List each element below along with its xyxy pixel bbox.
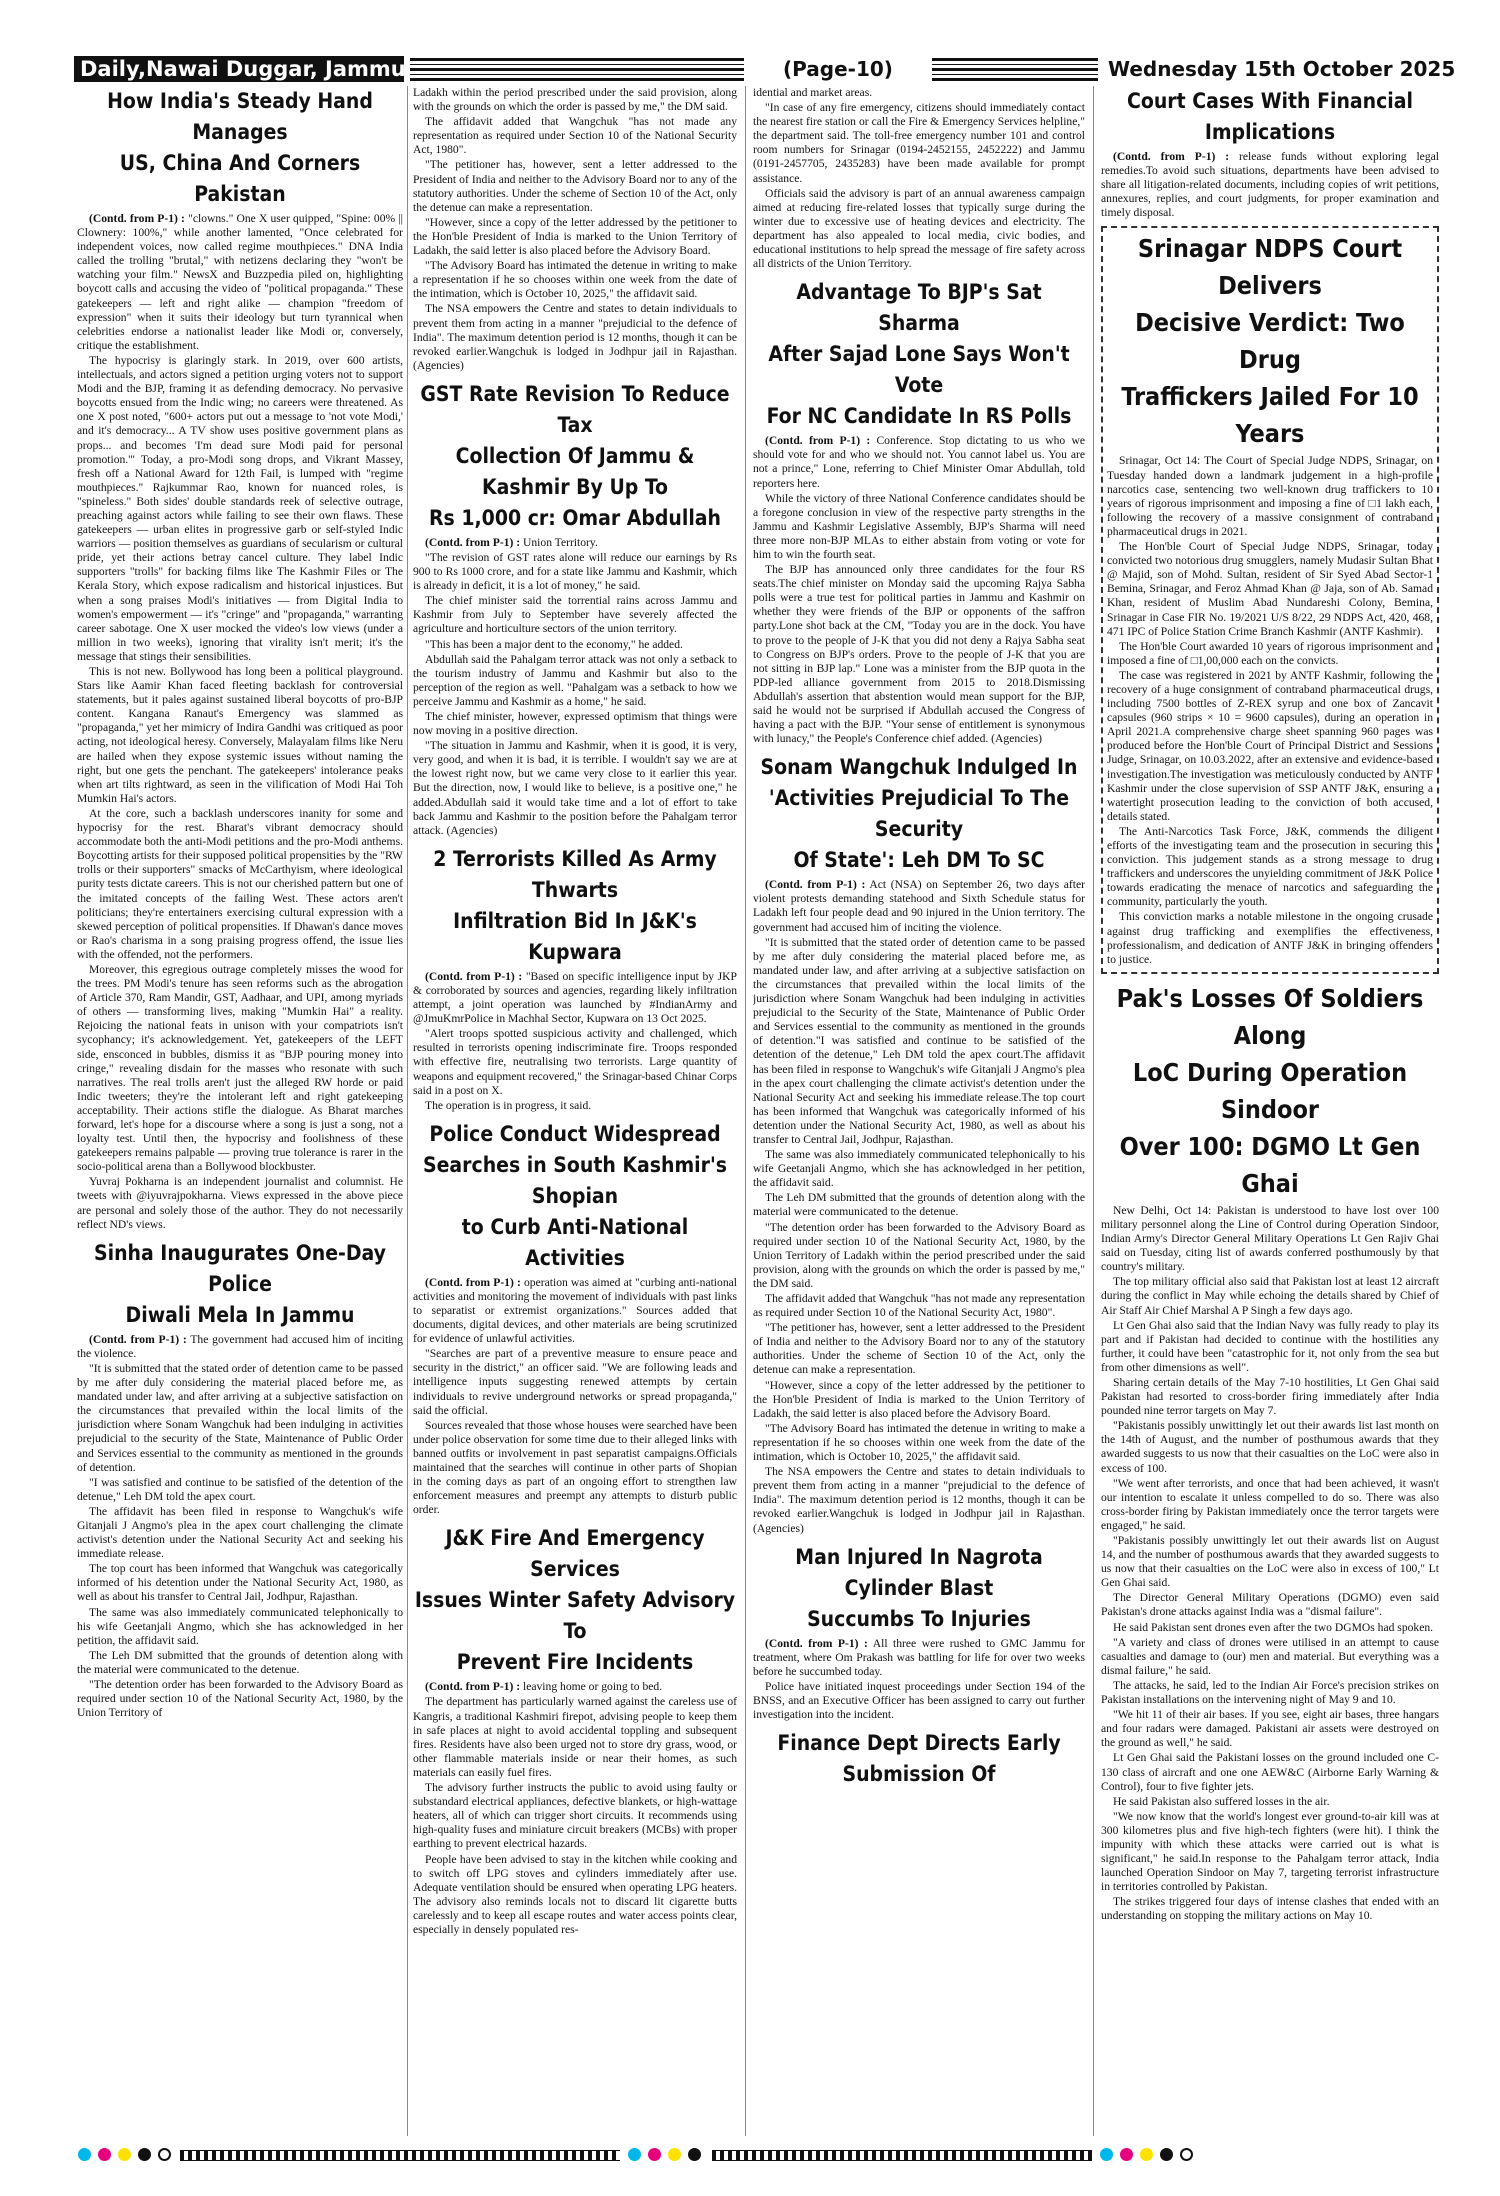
article-sinha-paragraph: "It is submitted that the stated order of detention came to be passed by me after duly considering the material placed before me, as mandated under law, and after arriving at a subjective satisfaction on the circumstances that prevailed within the local limits of the jurisdiction where Sonam Wangchuk had been indulging in activities prejudicial to the security of the State, Maintenance of Public Order and Services essential to the community as mentioned in the grounds of detention. [77, 1361, 403, 1474]
article-leh-paragraph: The NSA empowers the Centre and states to detain individuals to prevent them from acting in a manner "prejudicial to the defence of India". The maximum detention period is 12 months, though it can be revoked earlier.Wangchuk is lodged in Jodhpur jail in Rajasthan. (Agencies) [753, 1465, 1085, 1535]
article-pak-paragraph: He said Pakistan also suffered losses in the air. [1113, 1794, 1330, 1808]
headline-nagrota: Man Injured In Nagrota Cylinder Blast Succumbs To Injuries [795, 1544, 1043, 1631]
boxed-article-ndps [1101, 226, 1439, 973]
article-gst-paragraph: Abdullah said the Pahalgam terror attack was not only a setback to the tourism industry of Jammu and Kashmir but also to the perception of the region as well. "Pahalgam was a setback to how we perceive Jammu and Kashmir as a home," he said. [413, 652, 737, 708]
article-nagrota-paragraph: (Contd. from P-1) : All three were rushed to GMC Jammu for treatment, where Om Prakash was battling for life for over two weeks before he succumbed today. [753, 1636, 1085, 1678]
article-india-paragraph: Yuvraj Pokharna is an independent journalist and columnist. He tweets with @iyuvrajpokharna. Views expressed in the above piece are personal and solely those of the author. They do not necessarily reflect ND's views. [77, 1175, 403, 1231]
article-india-paragraph: At the core, such a backlash underscores inanity for some and hypocrisy for the rest. Bharat's vibrant democracy should accommodate both the anti-Modi petitions and the pro-Modi anthems. Boycotting artists for their supposed political propensities by the "RW trolls or their supporters" smacks of McCarthyism, where ideological purity tests dictate careers. This is not our cherished pattern but one of the imitated concepts of the failing West. These actors aren't politicians; they're entertainers exercising cultural expression with a skewed perception of political propensities. If Dhawan's dance moves or Rao's charisma in a song praising progress offend, the issue lies with the offended, not the performers. [77, 806, 403, 961]
article-gst-paragraph: The chief minister, however, expressed optimism that things were now moving in a positive direction. [413, 710, 737, 738]
white-dot [1180, 2148, 1193, 2161]
article-fire-paragraph: People have been advised to stay in the kitchen while cooking and to switch off LPG stoves and cylinders immediately after use. Adequate ventilation should be ensured when operating LPG heaters. The advisory also reminds locals not to discard lit cigarette butts carelessly and to keep all escape routes and water access points clear, especially in densely populated res- [413, 1852, 737, 1936]
black-dot [138, 2148, 151, 2161]
cyan-dot [628, 2148, 641, 2161]
article-india-paragraph: Moreover, this egregious outrage completely misses the wood for the trees. PM Modi's tenure has seen reforms such as the abrogation of Article 370, Ram Mandir, GST, Aadhaar, and UPI, among myriads of others — transforming lives, making "Mumkin Hai" a reality. Rejoicing the national feats in unison with your compatriots isn't sycophancy; it's acknowledgement. Yet, gatekeepers of the LEFT side, ensconced in bubbles, dismiss it as "BJP pouring money into cringe," revealing disdain for the masses who resonate with such narratives. The real trolls aren't just the alleged RW horde or paid Indic tweeters; they're the intolerant left and right gatekeeping acceptability. Their actions stifle the dialogue. As Bharat marches forward, let's hope for a discourse where a song is just a song, not a loyalty test. Until then, the hypocrisy and foolishness of these gatekeepers remains palpable — proving true tolerance is rarer in the socio-political arena than a Bollywood blockbuster. [77, 962, 403, 1174]
article-pak-paragraph: "Pakistanis possibly unwittingly let out their awards list last month on the 14th of August, and the number of posthumous awards that they awarded suggests to us now that their casualties on the LoC were also in excess of 100. [1101, 1419, 1439, 1475]
article-pak-paragraph: "Pakistanis possibly unwittingly let out their awards list on August 14, and the number of posthumous awards that they awarded suggests to us now that their casualties on the LoC were also in excess of 100," Lt Gen Ghai said. [1101, 1534, 1439, 1590]
column-3 [753, 86, 1085, 2136]
article-ndps-paragraph: The Hon'ble Court of Special Judge NDPS, Srinagar, today convicted two notorious drug smugglers, namely Mudasir Sultan Bhat @ Majid, son of Mohd. Sultan, resident of Sir Syed Abad Sector-1 Bemina, Srinagar, and Feroz Ahmad Khan @ Jaja, son of Ab. Samad Khan, resident of Muslim Abad Nundareshi Colony, Bemina, Srinagar in Case FIR No. 19/2021 U/S 8/22, 29 NDPS Act, 420, 468, 471 IPC of Police Station Crime Branch Kashmir (ANTF Kashmir). [1107, 540, 1433, 638]
article-leh-paragraph: The affidavit added that Wangchuk "has not made any representation as required under Section 10 of the National Security Act, 1980". [753, 1292, 1085, 1320]
article-pak-paragraph: The top military official also said that Pakistan lost at least 12 aircraft during the conflict in May while echoing the details shared by Chief of Air Staff Air Chief Marshal A P Singh a few days ago. [1101, 1275, 1439, 1317]
headline-terrorists: 2 Terrorists Killed As Army Thwarts Infiltration Bid In J&K's Kupwara [433, 846, 717, 964]
article-bjp-paragraph: The BJP has announced only three candidates for the four RS seats.The chief minister on Monday said the upcoming Rajya Sabha polls were a true test for political parties in Jammu and Kashmir on whether they were friends of the BJP or opponents of the saffron party.Lone shot back at the CM, "Today you are in the dock. You have to prove to the people of J-K that you did not deny a Rajya Sabha seat to Congress on BJP's orders. Prove to the people of J-K that you are not sitting in BJP lap." Lone was a minister from the BJP quota in the PDP-led alliance government from 2015 to 2018.Dismissing Abdullah's assertion that abstention would mean support for the BJP, said he would not be surprised if Abdullah accused the Congress of having a pact with the BJP. "Your sense of entitlement is synonymous with lunacy," the People's Conference chief added. (Agencies) [753, 563, 1085, 746]
article-gst-paragraph: The chief minister said the torrential rains across Jammu and Kashmir from July to September have severely affected the agriculture and horticulture sectors of the union territory. [413, 594, 737, 636]
article-sinha-paragraph: The same was also immediately communicated telephonically to his wife Geetanjali Angmo, which she has acknowledged in her petition, the affidavit said. [77, 1605, 403, 1647]
registration-stripe-right [712, 2150, 1092, 2161]
article-police-paragraph: "Searches are part of a preventive measure to ensure peace and security in the district," an officer said. "We are following leads and intelligence inputs suggesting renewed attempts by certain individuals to revive underground networks or spread propaganda," said the official. [413, 1347, 737, 1417]
headline-leh: Sonam Wangchuk Indulged In 'Activities Prejudicial To The Security Of State': Leh DM To SC [760, 755, 1078, 873]
article-pak-paragraph: The Director General Military Operations (DGMO) even said Pakistan's drone attacks against India was a "dismal failure". [1101, 1591, 1439, 1619]
yellow-dot [118, 2148, 131, 2161]
article-fire-continued: Officials said the advisory is part of an annual awareness campaign aimed at reducing fire-related losses that typically surge during the winter due to excessive use of heating devices and electricity. The department has also appealed to local media, civic bodies, and educational institutions to help spread the message of fire safety across all districts of the Union Territory. [753, 186, 1085, 271]
newspaper-name: Daily,Nawai Duggar, Jammu [74, 56, 404, 82]
headline-finance: Finance Dept Directs Early Submission Of [777, 1731, 1061, 1787]
article-pak-paragraph: He said Pakistan sent drones even after the two DGMOs had spoken. [1113, 1620, 1434, 1634]
column-divider [745, 86, 746, 2136]
article-pak-paragraph: Lt Gen Ghai said the Pakistani losses on the ground included one C-130 class of aircraft and one one AEW&C (Airborne Early Warning & Control), four to five fighter jets. [1101, 1751, 1439, 1793]
article-india-paragraph: The hypocrisy is glaringly stark. In 2019, over 600 artists, intellectuals, and actors signed a petition urging voters not to support Modi and the BJP, framing it as defending democracy. No pervasive boycotts ensued from the Indic wing; no careers were threatened. As one X post noted, "600+ actors put out a message to 'not vote Modi,' and it's democracy... A TV show uses positive government plans as props... and becomes 'I'm dead sure Modi paid for personal promotion.'" Today, a pro-Modi song drops, and Vikrant Massey, fresh off a National Award for 12th Fail, is lumped with "regime mouthpieces." Rajkummar Rao, known for nuanced roles, is "spineless." Both sides' double standards reek of selective outrage, preaching against actors while failing to see their own flaws. These gatekeepers — urban elites in progressive garb or self-styled Indic warriors — position themselves as guardians of secularism or cultural pride, yet their actions betray cancel culture. They label Indic supporters "trolls" for backing films like The Kashmir Files or The Kerala Story, which expose radicalism and historical injustices. But when a song praises Modi's initiatives — from Digital India to women's empowerment — it's "cringe" and "propaganda," warranting career sabotage. One X user mocked the video's low views (under a million in two weeks), ignoring that virality isn't merit; it's the message that stings their sensibilities. [77, 353, 403, 663]
article-pak-paragraph: New Delhi, Oct 14: Pakistan is understood to have lost over 100 military personnel along the Line of Control during Operation Sindoor, Indian Army's Director General Military Operations Lt Gen Rajiv Ghai said on Tuesday, citing list of awards conferred posthumously by that country's military. [1101, 1203, 1439, 1274]
magenta-dot [1120, 2148, 1133, 2161]
registration-stripe-left [180, 2150, 620, 2161]
issue-date: Wednesday 15th October 2025 [1108, 57, 1456, 81]
article-sinha-paragraph: The top court has been informed that Wangchuk was categorically informed of his detention under the National Security Act, 1980, as well as about his transfer to Central Jail, Jodhpur, Rajasthan. [77, 1562, 403, 1604]
article-ndps-paragraph: The Anti-Narcotics Task Force, J&K, commends the diligent efforts of the investigating team and the prosecution in securing this conviction. This judgement stands as a strong message to drug traffickers and underscores the unyielding commitment of J&K Police towards eradicating the menace of narcotics and safeguarding the community, particularly the youth. [1107, 824, 1433, 909]
article-pak-paragraph: "We now know that the world's longest ever ground-to-air kill was at 300 kilometres plus and five high-tech fighters (were hit). I think the impunity with which these attacks were carried out is what is significant," he said.In response to the Pahalgam terror attack, India launched Operation Sindoor on May 7, targeting terrorist infrastructure in territories controlled by Pakistan. [1101, 1809, 1439, 1894]
column-1 [77, 86, 403, 2136]
article-gst-paragraph: "The situation in Jammu and Kashmir, when it is good, it is very, very good, and when it is bad, it is terrible. I wouldn't say we are at the lowest right now, but we came very close to it earlier this year. But the direction, now, I would like to believe, is a positive one," he added.Abdullah said it would take time and a lot of effort to take back Jammu and Kashmir to the position before the Pahalgam terror attack. (Agencies) [413, 739, 737, 837]
article-pak-paragraph: "We went after terrorists, and once that had been achieved, it wasn't our intention to escalate it unless compelled to do so. There was also cross-border firing by Pakistan immediately once the terror targets were engaged," he said. [1101, 1476, 1439, 1532]
article-fire-continued: idential and market areas. [753, 86, 873, 99]
magenta-dot [98, 2148, 111, 2161]
article-sinha-paragraph: The affidavit has been filed in response to Wangchuk's wife Gitanjali J Angmo's plea in the apex court challenging the climate activist's detention under the National Security Act and seeking his immediate release. [77, 1504, 403, 1561]
headline-court-cases: Court Cases With Financial Implications [1126, 89, 1413, 144]
headline-police: Police Conduct Widespread Searches in South Kashmir's Shopian to Curb Anti-National Activities [423, 1121, 727, 1270]
article-ndps-paragraph: The Hon'ble Court awarded 10 years of rigorous imprisonment and imposed a fine of □1,00,000 each on the convicts. [1107, 639, 1433, 667]
article-leh-paragraph: "However, since a copy of the letter addressed by the petitioner to the Hon'ble President of India is marked to the Union Territory of Ladakh, the said letter is also placed before the Advisory Board. [753, 1378, 1085, 1420]
page-number: (Page-10) [783, 57, 893, 81]
column-divider [407, 86, 408, 2136]
article-wangchuk-continued: "The petitioner has, however, sent a letter addressed to the President of India and neither to the Advisory Board nor to any of the statutory authorities. Under the scheme of Section 10 of the Act, only the detenue can make a representation. [413, 158, 737, 214]
white-dot [158, 2148, 171, 2161]
article-fire-continued: "In case of any fire emergency, citizens should immediately contact the nearest fire station or call the Fire & Emergency Services helpline," the department said. The toll-free emergency number 101 and control room numbers for Srinagar (0194-2452155, 2452222) and Jammu (0191-2457705, 2435283) have been made available for prompt assistance. [753, 101, 1085, 185]
article-wangchuk-continued: "However, since a copy of the letter addressed by the petitioner to the Hon'ble President of India is marked to the Union Territory of Ladakh, the said letter is also placed before the Advisory Board. [413, 215, 737, 258]
article-pak-paragraph: "A variety and class of drones were utilised in an attempt to cause casualties and damage to (our) men and material. But everything was a dismal failure," he said. [1101, 1635, 1439, 1677]
article-leh-paragraph: "The petitioner has, however, sent a letter addressed to the President of India and neither to the Advisory Board nor to any of the statutory authorities. Under the scheme of Section 10 of the Act, only the detenue can make a representation. [753, 1321, 1085, 1377]
headline-fire: J&K Fire And Emergency Services Issues Winter Safety Advisory To Prevent Fire Incidents [414, 1526, 736, 1675]
article-pak-paragraph: Lt Gen Ghai also said that the Indian Navy was fully ready to play its part and if Pakistan had decided to continue with the hostilities any further, it could have been "catastrophic for it, not only from the sea but from other dimensions as well". [1101, 1318, 1439, 1374]
article-wangchuk-continued: Ladakh within the period prescribed under the said provision, along with the grounds on which the order is passed by me," the DM said. [413, 86, 737, 114]
headline-bjp: Advantage To BJP's Sat Sharma After Sajad Lone Says Won't Vote For NC Candidate In RS Polls [766, 280, 1072, 429]
black-dot [688, 2148, 701, 2161]
headline-sinha: Sinha Inaugurates One-Day Police Diwali Mela In Jammu [94, 1240, 386, 1327]
cyan-dot [1100, 2148, 1113, 2161]
article-sinha-paragraph: "I was satisfied and continue to be satisfied of the detention of the detenue," Leh DM told the apex court. [77, 1475, 403, 1503]
article-leh-paragraph: "It is submitted that the stated order of detention came to be passed by me after duly considering the material placed before me, as mandated under law, and after arriving at a subjective satisfaction on the circumstances that prevailed within the local limits of the jurisdiction where Sonam Wangchuk had been indulging in activities prejudicial to the Security of the State, Maintenance of Public Order and Services essential to the community as mentioned in the grounds of detention."I was satisfied and continue to be satisfied of the detention of the detenue," Leh DM told the apex court.The affidavit has been filed in response to Wangchuk's wife Gitanjali J Angmo's plea in the apex court challenging the climate activist's detention under the National Security Act and seeking his immediate release.The top court has been informed that Wangchuk was categorically informed of his detention under the National Security Act, 1980, as well as about his transfer to Central Jail, Jodhpur, Rajasthan. [753, 935, 1085, 1146]
article-terrorists-paragraph: "Alert troops spotted suspicious activity and challenged, which resulted in terrorists opening indiscriminate fire. Troops responded with effective fire, neutralising two terrorists. Large quantity of weapons and equipment recovered," the Srinagar-based Chinar Corps said in a post on X. [413, 1027, 737, 1097]
article-fire-paragraph: The department has particularly warned against the careless use of Kangris, a traditional Kashmiri firepot, advising people to keep them in safe places at night to avoid accidental toppling and subsequent fires. Residents have also been urged not to store dry grass, wood, or other flammable materials inside or near their homes, as such materials can easily fuel fires. [413, 1695, 737, 1779]
article-fire-paragraph: (Contd. from P-1) : leaving home or going to bed. [425, 1680, 663, 1694]
headline-gst: GST Rate Revision To Reduce Tax Collection Of Jammu & Kashmir By Up To Rs 1,000 cr: Omar Abdullah [420, 381, 730, 530]
headline-ndps: Srinagar NDPS Court Delivers Decisive Verdict: Two Drug Traffickers Jailed For 10 Years [1121, 234, 1419, 449]
article-police-paragraph: (Contd. from P-1) : operation was aimed at "curbing anti-national activities and monitoring the movement of individuals with past links to separatist or extremist organizations." Sources added that documents, digital devices, and other materials are being scrutinized for evidence of unlawful activities. [413, 1275, 737, 1346]
article-wangchuk-continued: The NSA empowers the Centre and states to detain individuals to prevent them from acting in a manner "prejudicial to the defence of India". The maximum detention period is 12 months, though it can be revoked earlier.Wangchuk is lodged in Jodhpur jail in Rajasthan. (Agencies) [413, 302, 737, 372]
article-india-paragraph: (Contd. from P-1) : "clowns." One X user quipped, "Spine: 00% || Clownery: 100%," while another lamented, "Once celebrated for independent voices, now called regime mouthpieces." DNA India called the trolling "brutal," with netizens declaring they "won't be watching your film." NewsX and Buzzpedia piled on, highlighting boycott calls and accusing the video of "political propaganda." These gatekeepers — left and right alike — champion "freedom of expression" when it suits their ideology but turn tyrannical when celebrities endorse a nationalist leader like Modi or, conversely, critique the establishment. [77, 212, 403, 352]
article-leh-paragraph: The Leh DM submitted that the grounds of detention along with the material were communicated to the detenue. [753, 1191, 1085, 1219]
article-ndps-paragraph: Srinagar, Oct 14: The Court of Special Judge NDPS, Srinagar, on Tuesday handed down a landmark judgement in a high-profile narcotics case, sentencing two well-known drug traffickers to 10 years of rigorous imprisonment and imposing a fine of □1 lakh each, following the recovery of a massive consignment of contraband pharmaceutical drugs in 2021. [1107, 454, 1433, 538]
column-2 [413, 86, 737, 2136]
headline-pak: Pak's Losses Of Soldiers Along LoC During Operation Sindoor Over 100: DGMO Lt Gen Ghai [1116, 983, 1424, 1198]
article-pak-paragraph: "We hit 11 of their air bases. If you see, eight air bases, three hangars and four radars were damaged. Pakistani air assets were destroyed on the ground as well," he said. [1101, 1708, 1439, 1750]
article-sinha-paragraph: The Leh DM submitted that the grounds of detention along with the material were communicated to the detenue. [77, 1648, 403, 1676]
black-dot [1160, 2148, 1173, 2161]
article-fire-paragraph: The advisory further instructs the public to avoid using faulty or substandard electrical appliances, defective blankets, or high-wattage heaters, all of which can trigger short circuits. It recommends using high-quality fuses and miniature circuit breakers (MCBs) with proper earthing to prevent electrical hazards. [413, 1781, 737, 1851]
yellow-dot [668, 2148, 681, 2161]
article-ndps-paragraph: The case was registered in 2021 by ANTF Kashmir, following the recovery of a huge consignment of contraband pharmaceutical drugs, including 7500 bottles of Z-REX syrup and one box of Zancavit capsules (960 strips × 10 = 9600 capsules), during an operation in April 2021.A comprehensive charge sheet spanning 960 pages was produced before the Hon'ble Court of Principal District and Sessions Judge, Srinagar, on 10.03.2022, after an extensive and evidence-based investigation.The investigation was meticulously conducted by ANTF Kashmir under the close supervision of SSP ANTF J&K, ensuring a watertight prosecution leading to the conviction of both accused, details stated. [1107, 668, 1433, 823]
article-gst-paragraph: "This has been a major dent to the economy," he added. [425, 637, 683, 651]
article-sinha-paragraph: (Contd. from P-1) : The government had accused him of inciting the violence. [77, 1332, 403, 1360]
article-nagrota-paragraph: Police have initiated inquest proceedings under Section 194 of the BNSS, and an Executive Officer has been assigned to carry out further investigation into the incident. [753, 1679, 1085, 1722]
article-leh-paragraph: (Contd. from P-1) : Act (NSA) on September 26, two days after violent protests demanding statehood and Sixth Schedule status for Ladakh left four people dead and 90 injured in the Union territory. The government had accused him of inciting the violence. [753, 878, 1085, 934]
article-leh-paragraph: "The detention order has been forwarded to the Advisory Board as required under section 10 of the National Security Act, 1980, by the Union Territory of Ladakh within the period prescribed under the said provision, along with the grounds on which the order is passed by me," the DM said. [753, 1220, 1085, 1290]
column-4 [1101, 86, 1439, 2136]
article-sinha-paragraph: "The detention order has been forwarded to the Advisory Board as required under section 10 of the National Security Act, 1980, by the Union Territory of [77, 1678, 403, 1720]
article-bjp-paragraph: (Contd. from P-1) : Conference. Stop dictating to us who we should vote for and who we should not. You cannot label us. You are not a prince," Lone, referring to Chief Minister Omar Abdullah, told reporters here. [753, 434, 1085, 490]
article-ndps-paragraph: This conviction marks a notable milestone in the ongoing crusade against drug trafficking and exemplifies the effectiveness, professionalism, and dedication of ANTF J&K in bringing offenders to justice. [1107, 910, 1433, 966]
article-bjp-paragraph: While the victory of three National Conference candidates should be a foregone conclusion in view of the respective party strengths in the Jammu and Kashmir Legislative Assembly, BJP's Sharma will need three more non-BJP MLAs to either abstain from voting or vote for him to win the fourth seat. [753, 491, 1085, 561]
article-india-paragraph: This is not new. Bollywood has long been a political playground. Stars like Aamir Khan faced fleeting backlash for controversial statements, but it pales against sustained liberal boycotts of pro-BJP content. Kangana Ranaut's Emergency was slammed as "propaganda," yet her mimicry of Indira Gandhi was critiqued as poor acting, not ideological heresy. Conversely, Malayalam films like Neru are hailed when they expose systemic issues without naming the right, but one gets the penchant. The gatekeepers' intolerance peaks when art tilts rightward, as seen in the vilification of Modi Hai Toh Mumkin Hai's actors. [77, 665, 403, 805]
article-leh-paragraph: The same was also immediately communicated telephonically to his wife Geetanjali Angmo, which she has acknowledged in her petition, the affidavit said. [753, 1148, 1085, 1190]
cyan-dot [78, 2148, 91, 2161]
yellow-dot [1140, 2148, 1153, 2161]
article-gst-paragraph: (Contd. from P-1) : Union Territory. [425, 535, 598, 549]
article-court-cases-paragraph: (Contd. from P-1) : release funds without exploring legal remedies.To avoid such situations, departments have been advised to share all litigation-related documents, including copies of writ petitions, annexures, replies, and court judgments, for proper examination and timely disposal. [1101, 150, 1439, 220]
article-pak-paragraph: Sharing certain details of the May 7-10 hostilities, Lt Gen Ghai said Pakistan had resorted to cross-border firing immediately after India pounded nine terror targets on May 7. [1101, 1375, 1439, 1418]
article-wangchuk-continued: "The Advisory Board has intimated the detenue in writing to make a representation if he so chooses within one week from the date of the intimation, which is October 10, 2025," the affidavit said. [413, 259, 737, 301]
magenta-dot [648, 2148, 661, 2161]
article-terrorists-paragraph: The operation is in progress, it said. [425, 1098, 592, 1112]
article-pak-paragraph: The strikes triggered four days of intense clashes that ended with an understanding on stopping the military actions on May 10. [1101, 1895, 1439, 1923]
article-pak-paragraph: The attacks, he said, led to the Indian Air Force's precision strikes on Pakistan installations on the intervening night of May 9 and 10. [1101, 1678, 1439, 1707]
article-wangchuk-continued: The affidavit added that Wangchuk "has not made any representation as required under Section 10 of the National Security Act, 1980". [413, 115, 737, 157]
article-leh-paragraph: "The Advisory Board has intimated the detenue in writing to make a representation if he so chooses within one week from the date of the intimation, which is October 10, 2025," the affidavit said. [753, 1421, 1085, 1464]
headline-india: How India's Steady Hand Manages US, China And Corners Pakistan [107, 89, 373, 206]
column-divider [1093, 86, 1094, 2136]
article-terrorists-paragraph: (Contd. from P-1) : "Based on specific intelligence input by JKP & corroborated by sources and agencies, regarding likely infiltration attempt, a joint operation was launched by #IndianArmy and @JmuKmrPolice in Machhal Sector, Kupwara on 13 Oct 2025. [413, 969, 737, 1026]
article-gst-paragraph: "The revision of GST rates alone will reduce our earnings by Rs 900 to Rs 1000 crore, and for a state like Jammu and Kashmir, which is already in deficit, it is a lot of money," he said. [413, 550, 737, 593]
article-police-paragraph: Sources revealed that those whose houses were searched have been under police observation for some time due to their alleged links with banned outfits or involvement in past separatist campaigns.Officials maintained that the searches will continue in other parts of Shopian in the coming days as part of an ongoing effort to strengthen law enforcement measures and preempt any attempts to disturb public order. [413, 1418, 737, 1517]
